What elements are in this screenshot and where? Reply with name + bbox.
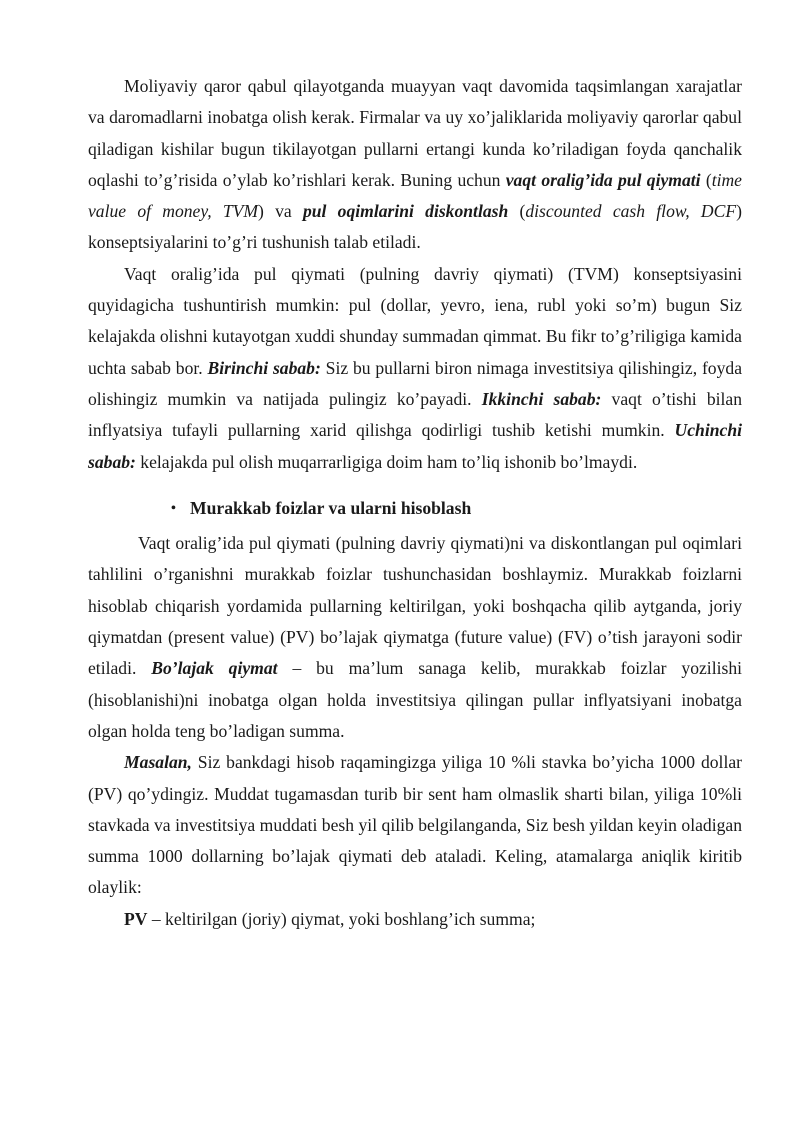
text-run: Vaqt oralig’ida pul qiymati (pulning davriy qiymati)ni va diskontlangan pul oqimlari tahlilini o’rganishni murakkab foizlar tushunchasidan boshlaymiz. Murakkab foizlarni hisoblab chiqarish yordamida pullarning keltirilgan, yoki boshqacha qilib aytganda, joriy qiymatdan (present value) (PV) bo’lajak qiymatga (future value) (FV) o’tish jarayoni sodir etiladi. bbox=[88, 533, 742, 679]
term-tvm-english: time value of money, TVM bbox=[88, 169, 742, 222]
document-body bbox=[88, 71, 742, 935]
section-heading bbox=[88, 493, 742, 524]
text-run: vaqt o’tishi bilan inflyatsiya tufayli pullarning xarid qilishga qodirligi tushib ketishi mumkin. bbox=[88, 388, 742, 441]
text-run: Siz bu pullarni biron nimaga investitsiya qilishingiz, foyda olishingiz mumkin va natijada pulingiz ko’payadi. bbox=[88, 357, 742, 409]
term-tvm: vaqt oralig’ida pul qiymati bbox=[505, 169, 701, 190]
paragraph-intro bbox=[88, 71, 742, 259]
text-run: Moliyaviy qaror qabul qilayotganda muayyan vaqt davomida taqsimlangan xarajatlar va daromadlarni inobatga olish kerak. Firmalar va uy xo’jaliklarida moliyaviy qarorlar qabul qiladigan kishilar bugun tikilayotgan pullarni ertangi kunda ko’riladigan foyda qanchalik oqlashi to’g’risida o’ylab ko’rishlari kerak. Buning uchun bbox=[88, 76, 742, 190]
text-run: Vaqt oralig’ida pul qiymati (pulning davriy qiymati) (TVM) konseptsiyasini quyidagicha tushuntirish mumkin: pul (dollar, yevro, iena, rubl yoki so’m) bugun Siz kelajakda olishni kutayotgan xuddi shunday summadan qimmat. Bu fikr to’g’riligiga kamida uchta sabab bor. bbox=[88, 263, 742, 378]
paragraph-pv-definition bbox=[88, 904, 742, 935]
text-run: ( bbox=[508, 201, 526, 222]
paragraph-compound-interest bbox=[88, 528, 742, 747]
text-run: – keltirilgan (joriy) qiymat, yoki boshlang’ich summa; bbox=[147, 908, 536, 929]
example-label: Masalan, bbox=[124, 752, 192, 773]
term-dcf: pul oqimlarini diskontlash bbox=[302, 201, 509, 222]
reason-third-label: Uchinchi sabab: bbox=[88, 420, 742, 472]
text-run: ( bbox=[700, 169, 712, 190]
text-run: – bu ma’lum sanaga kelib, murakkab foizlar yozilishi (hisoblanishi)ni inobatga olgan holda investitsiya qilingan pullar inflyatsiyani inobatga olgan holda teng bo’ladigan summa. bbox=[88, 658, 743, 741]
term-future-value: Bo’lajak qiymat bbox=[151, 658, 278, 679]
text-run: ) konseptsiyalarini to’g’ri tushunish talab etiladi. bbox=[88, 201, 742, 253]
text-run: Siz bankdagi hisob raqamingizga yiliga 10 %li stavka bo’yicha 1000 dollar (PV) qo’ydingiz. Muddat tugamasdan turib bir sent ham olmaslik sharti bilan, yiliga 10%li stavkada va investitsiya muddati besh yil qilib belgilanganda, Siz besh yildan keyin oladigan summa 1000 dollarning bo’lajak qiymati deb ataladi. Keling, atamalarga aniqlik kiritib olaylik: bbox=[88, 752, 742, 898]
paragraph-example bbox=[88, 747, 742, 903]
section-heading-text: Murakkab foizlar va ularni hisoblash bbox=[190, 497, 472, 518]
reason-first-label: Birinchi sabab: bbox=[207, 357, 321, 378]
text-run: ) va bbox=[258, 201, 303, 222]
term-dcf-english: discounted cash flow, DCF bbox=[525, 201, 737, 222]
reason-second-label: Ikkinchi sabab: bbox=[481, 388, 602, 409]
paragraph-tvm-reasons bbox=[88, 259, 742, 478]
term-pv: PV bbox=[124, 908, 148, 929]
bullet-icon: • bbox=[171, 500, 176, 516]
text-run: kelajakda pul olish muqarrarligiga doim ham to’liq ishonib bo’lmaydi. bbox=[135, 451, 638, 472]
